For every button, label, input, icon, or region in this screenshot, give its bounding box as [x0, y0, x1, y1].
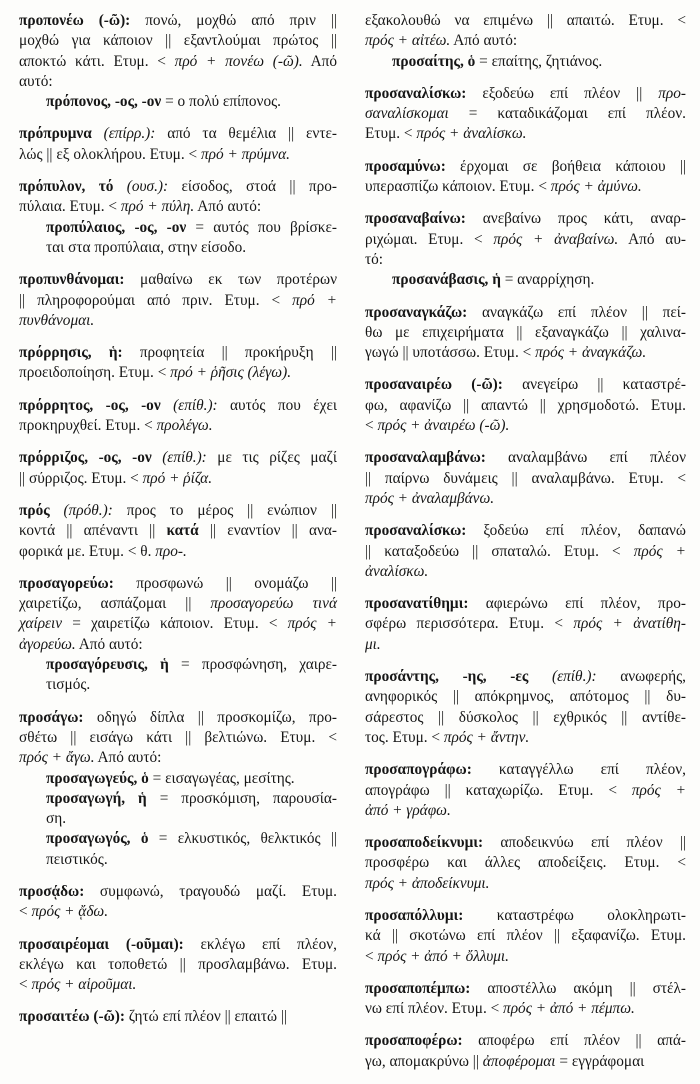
text-line: [365, 230, 686, 250]
definition-text: = εγγράφομαι: [555, 1052, 645, 1070]
italic-text: (επίθ.):: [528, 668, 597, 686]
headword: προπονέω (-ῶ):: [19, 12, 131, 29]
text-line: [365, 833, 686, 853]
definition-text: αυτός που έχει: [217, 396, 337, 414]
headword: προσαίτης, ὁ: [392, 52, 476, 70]
definition-text: τό:: [365, 250, 384, 268]
italic-text: προ-.: [155, 542, 187, 560]
dictionary-entry: [19, 270, 337, 331]
definition-text: = καταδικάζομαι επί πλέον.: [448, 105, 686, 123]
italic-text: πυνθάνομαι.: [19, 311, 95, 329]
dictionary-entry: [19, 882, 337, 923]
text-line: [365, 343, 686, 363]
definition-text: αναλαμβάνω επί πλέον: [485, 449, 686, 467]
text-line: [365, 801, 686, 821]
text-line: [365, 209, 686, 229]
dictionary-entry: [19, 124, 337, 165]
headword: προσανατίθημι:: [365, 595, 469, 613]
italic-text: πρός +: [287, 615, 337, 633]
definition-text: είσοδος, στοά || προ-: [168, 178, 337, 196]
text-line: [46, 850, 337, 870]
derived-entry: [19, 218, 337, 259]
definition-text: ανεγείρω || καταστρέ-: [502, 376, 686, 394]
headword: προσαποπέμπω:: [365, 979, 471, 997]
definition-text: <: [365, 417, 378, 435]
text-line: [365, 594, 686, 614]
text-line: [365, 11, 686, 31]
text-line: [365, 124, 686, 144]
text-line: [365, 177, 686, 197]
dictionary-entry: [365, 1031, 686, 1072]
italic-text: πρός + ἄγω.: [19, 749, 95, 767]
text-line: [365, 562, 686, 582]
text-line: [19, 955, 337, 975]
definition-text: ανεβαίνω προς κάτι, αναρ-: [465, 210, 686, 228]
definition-text: αναγκάζω επί πλέον || πεί-: [467, 303, 686, 321]
italic-text: (επίθ.):: [160, 396, 218, 414]
text-line: [19, 52, 337, 72]
dictionary-entry: [365, 594, 686, 655]
definition-text: = αναρρίχηση.: [500, 271, 595, 289]
definition-text: φω, αφανίζω || απαντώ || χρησμοδοτώ. Ετυμ.: [365, 396, 686, 414]
italic-text: (επίθ.):: [151, 449, 207, 467]
dictionary-entry: [365, 667, 686, 748]
text-line: [19, 31, 337, 51]
definition-text: = ο πολύ επίπονος.: [161, 93, 281, 111]
definition-text: προφητεία || προκήρυξη ||: [122, 344, 337, 362]
headword: προσαιτέω (-ῶ):: [19, 1008, 125, 1026]
dictionary-entry: [19, 501, 337, 562]
text-line: [365, 947, 686, 967]
text-line: [19, 469, 337, 489]
definition-text: αποστέλλω ακόμη || στέλ-: [470, 979, 686, 997]
text-line: [365, 250, 686, 270]
definition-text: || καταξοδεύω || σπαταλώ. Ετυμ. <: [365, 542, 634, 560]
italic-text: σαναλίσκομαι: [365, 105, 449, 123]
definition-text: Από αυτό:: [450, 32, 518, 50]
text-line: [365, 906, 686, 926]
text-line: [19, 72, 337, 92]
text-line: [365, 303, 686, 323]
text-line: [392, 52, 686, 72]
definition-text: συμφωνώ, τραγουδώ μαζί. Ετυμ.: [84, 882, 337, 900]
definition-text: εξακολουθώ να επιμένω || απαιτώ. Ετυμ. <: [365, 12, 686, 29]
definition-text: = ελκυστικός, θελκτικός ||: [148, 830, 337, 848]
definition-text: αποφέρω επί πλέον || απά-: [462, 1032, 686, 1050]
text-line: [365, 323, 686, 343]
text-line: [365, 31, 686, 51]
text-line: [19, 291, 337, 311]
text-line: [365, 614, 686, 634]
definition-text: μοχθώ για κάποιον || εξαντλούμαι πρώτος ||: [19, 32, 337, 50]
text-line: [365, 104, 686, 124]
definition-text: υπερασπίζω κάποιον. Ετυμ. <: [365, 178, 551, 196]
headword: προσαναιρέω (-ῶ):: [365, 376, 503, 394]
definition-text: προκηρυχθεί. Ετυμ. <: [19, 417, 157, 435]
definition-text: αποδεικνύω επί πλέον ||: [483, 834, 686, 852]
text-line: [19, 748, 337, 768]
text-line: [365, 416, 686, 436]
headword: προσαιρέομαι (-οῦμαι):: [19, 935, 184, 953]
definition-text: εκλέγω επί πλέον,: [183, 935, 337, 953]
text-line: [46, 655, 337, 675]
definition-text: καταστρέφω ολοκληρωτι-: [463, 906, 686, 924]
dictionary-entry: [19, 935, 337, 996]
dictionary-entry: [365, 84, 686, 145]
italic-text: πρό + ῥίζα.: [142, 469, 213, 487]
dictionary-entry: [365, 157, 686, 198]
text-line: [365, 635, 686, 655]
text-line: [19, 177, 337, 197]
text-line: [46, 829, 337, 849]
text-line: [365, 667, 686, 687]
headword: προπύλαιος, -ος, -ον: [46, 218, 187, 236]
italic-text: πρό + πρύμνα.: [200, 145, 290, 163]
text-line: [365, 853, 686, 873]
text-line: [392, 270, 686, 290]
dictionary-entry: [365, 11, 686, 72]
text-line: [365, 708, 686, 728]
definition-text: <: [365, 947, 378, 965]
headword: πρόρρησις, ἡ:: [19, 344, 123, 362]
text-line: [19, 343, 337, 363]
text-line: [365, 781, 686, 801]
definition-text: Από αυτό:: [94, 749, 162, 767]
derived-entry: [365, 52, 686, 72]
italic-text: πρός + ἀναλίσκω.: [416, 125, 527, 143]
dictionary-entry: [19, 574, 337, 696]
italic-text: πρός + αἱροῦμαι.: [31, 976, 137, 994]
definition-text: τισμός.: [46, 676, 91, 694]
text-line: [46, 675, 337, 695]
text-line: [19, 975, 337, 995]
text-line: [19, 708, 337, 728]
derived-entry: [19, 829, 337, 870]
definition-text: λώς || εξ ολοκλήρου. Ετυμ. <: [19, 145, 201, 163]
headword: πρόπονος, -ος, -ον: [46, 93, 162, 111]
text-line: [19, 594, 337, 614]
definition-text: = αυτός που βρίσκε-: [186, 218, 337, 236]
definition-text: ση.: [46, 810, 67, 828]
text-line: [19, 448, 337, 468]
definition-text: <: [19, 903, 32, 921]
definition-text: χαιρετίζω, ασπάζομαι ||: [19, 595, 211, 613]
text-line: [365, 521, 686, 541]
definition-text: = προσκόμιση, παρουσία-: [146, 789, 337, 807]
italic-text: πρός + ἀποδείκνυμι.: [365, 874, 490, 892]
italic-text: πρός +: [631, 781, 686, 799]
headword: προσαπόλλυμι:: [365, 906, 464, 924]
definition-text: = εισαγωγέας, μεσίτης.: [148, 769, 295, 787]
text-line: [365, 728, 686, 748]
italic-text: πρός + ἀναγκάζω.: [535, 344, 647, 362]
italic-text: πρό + πονέω (-ῶ).: [174, 52, 303, 70]
definition-text: φορικά με. Ετυμ. < θ.: [19, 542, 156, 560]
definition-text: σφέρω περισσότερα. Ετυμ. <: [365, 615, 574, 633]
dictionary-entry: [365, 448, 686, 509]
text-line: [365, 157, 686, 177]
text-line: [365, 489, 686, 509]
text-line: [365, 448, 686, 468]
dictionary-entry: [365, 521, 686, 582]
italic-text: (ουσ.):: [113, 178, 169, 196]
definition-text: || εναντίον || ανα-: [198, 522, 338, 540]
definition-text: μαθαίνω εκ των προτέρων: [124, 271, 337, 289]
headword: πρόρριζος, -ος, -ον: [19, 449, 152, 467]
dictionary-entry: [19, 396, 337, 437]
headword: πρόπυλον, τό: [19, 178, 114, 196]
text-line: [365, 542, 686, 562]
derived-entry: [365, 270, 686, 290]
text-line: [365, 926, 686, 946]
text-line: [19, 197, 337, 217]
headword: προσάγω:: [19, 708, 84, 726]
italic-text: ἀπό + γράφω.: [365, 801, 451, 819]
italic-text: προσαγορεύω τινά: [210, 595, 337, 613]
definition-text: προσφέρω και άλλες αποδείξεις. Ετυμ. <: [365, 854, 686, 872]
dictionary-entry: [365, 979, 686, 1020]
definition-text: σάρεστος || δύσκολος || εχθρικός || αντίθε-: [365, 708, 686, 726]
definition-text: ριχώμαι. Ετυμ. <: [365, 230, 494, 248]
text-line: [46, 809, 337, 829]
italic-text: ἀγορεύω.: [19, 635, 76, 653]
italic-text: (πρόθ.):: [49, 501, 113, 519]
definition-text: = χαιρετίζω κάποιον. Ετυμ. <: [62, 615, 288, 633]
right-column: [365, 11, 686, 1084]
definition-text: αφιερώνω επί πλέον, προ-: [468, 595, 686, 613]
text-line: [19, 542, 337, 562]
definition-text: εξοδεύω επί πλέον ||: [466, 84, 659, 102]
definition-text: με τις ρίζες μαζί: [206, 449, 337, 467]
italic-text: ἀναλίσκω.: [365, 562, 429, 580]
text-line: [19, 416, 337, 436]
definition-text: Ετυμ. <: [365, 125, 417, 143]
definition-text: πειστικός.: [46, 850, 108, 868]
headword: προσαναγκάζω:: [365, 303, 468, 321]
italic-text: προ-: [658, 84, 686, 102]
text-line: [19, 521, 337, 541]
definition-text: θω με επιχειρήματα || εξαναγκάζω || χαλινα-: [365, 323, 686, 341]
italic-text: πρό + ῥῆσις (λέγω).: [170, 364, 292, 382]
definition-text: Από αυτό:: [194, 198, 262, 216]
definition-text: έρχομαι σε βοήθεια κάποιου ||: [445, 157, 686, 175]
definition-text: καταγγέλλω επί πλέον,: [471, 761, 686, 779]
italic-text: πρός + ἀμύνω.: [550, 178, 642, 196]
italic-text: χαίρειν: [19, 615, 63, 633]
text-line: [365, 979, 686, 999]
dictionary-entry: [365, 833, 686, 894]
headword: προσαγωγή, ἡ: [46, 789, 147, 807]
definition-text: πύλαια. Ετυμ. <: [19, 198, 121, 216]
definition-text: κοντά || απέναντι ||: [19, 522, 167, 540]
headword: πρόρρητος, -ος, -ον: [19, 396, 161, 414]
text-line: [365, 999, 686, 1019]
dictionary-entry: [19, 1007, 337, 1027]
definition-text: ανωφερής,: [596, 668, 687, 686]
text-line: [19, 614, 337, 634]
headword: προσανάβασις, ἡ: [392, 271, 501, 289]
definition-text: || παίρνω δυνάμεις || αναλαμβάνω. Ετυμ. <: [365, 469, 686, 487]
text-line: [46, 769, 337, 789]
definition-text: νω επί πλέον. Ετυμ. <: [365, 1000, 504, 1018]
dictionary-entry: [365, 375, 686, 436]
derived-entry: [19, 655, 337, 696]
italic-text: ἀποφέρομαι: [482, 1052, 556, 1070]
headword: προσαγορεύω:: [19, 574, 114, 592]
headword: προσαναλαμβάνω:: [365, 449, 486, 467]
dictionary-entry: [19, 11, 337, 112]
headword: κατά: [166, 522, 199, 540]
text-line: [19, 635, 337, 655]
text-line: [19, 1007, 337, 1027]
definition-text: προσφωνώ || ονομάζω ||: [113, 574, 337, 592]
text-line: [19, 396, 337, 416]
text-line: [365, 874, 686, 894]
italic-text: πρός + ἄντην.: [443, 728, 530, 746]
definition-text: οδηγώ δίπλα || προσκομίζω, προ-: [83, 708, 337, 726]
definition-text: πονώ, μοχθώ από πριν ||: [130, 12, 337, 29]
definition-text: κά || σκοτώνω επί πλέον || εξαφανίζω. Ετυμ.: [365, 927, 686, 945]
text-line: [19, 501, 337, 521]
definition-text: Από αυτό:: [75, 635, 143, 653]
italic-text: πρός + ἀναβαίνω.: [493, 230, 619, 248]
headword: προσαναβαίνω:: [365, 210, 466, 228]
italic-text: πρός + ἀναιρέω (-ῶ).: [377, 417, 510, 435]
dictionary-entry: [365, 209, 686, 290]
text-line: [46, 789, 337, 809]
text-line: [365, 84, 686, 104]
definition-text: Από αυ-: [618, 230, 686, 248]
headword: πρόπρυμνα: [19, 125, 92, 143]
left-column: [19, 11, 337, 1040]
definition-text: = επαίτης, ζητιάνος.: [475, 52, 603, 70]
text-line: [19, 882, 337, 902]
definition-text: = προσφώνηση, χαιρε-: [168, 656, 338, 674]
headword: προσαποφέρω:: [365, 1032, 463, 1050]
text-line: [19, 574, 337, 594]
italic-text: μι.: [365, 635, 381, 653]
text-line: [19, 124, 337, 144]
headword: πρός: [19, 501, 50, 519]
definition-text: || σύρριζος. Ετυμ. <: [19, 469, 143, 487]
dictionary-entry: [365, 303, 686, 364]
definition-text: εκλέγω και τοποθετώ || προσλαμβάνω. Ετυμ.: [19, 955, 337, 973]
headword: προπυνθάνομαι:: [19, 271, 125, 289]
italic-text: πρός +: [633, 542, 686, 560]
text-line: [365, 396, 686, 416]
dictionary-entry: [365, 906, 686, 967]
italic-text: πρός + ἀπό + ὄλλυμι.: [377, 947, 510, 965]
text-line: [19, 363, 337, 383]
definition-text: ανηφορικός || απόκρημνος, απότομος || δυ-: [365, 688, 686, 706]
text-line: [365, 760, 686, 780]
italic-text: πρός + ἀνατίθη-: [573, 615, 686, 633]
dictionary-entry: [365, 760, 686, 821]
definition-text: ζητώ επί πλέον || επαιτώ ||: [124, 1008, 287, 1026]
definition-text: τος. Ετυμ. <: [365, 728, 444, 746]
headword: προσάντης, -ης, -ες: [365, 668, 529, 686]
headword: προσαγωγεύς, ὁ: [46, 769, 149, 787]
dictionary-entry: [19, 343, 337, 384]
text-line: [365, 687, 686, 707]
italic-text: πρός + αἰτέω.: [365, 32, 451, 50]
derived-entry: [19, 92, 337, 112]
definition-text: ται στα προπύλαια, στην είσοδο.: [46, 238, 247, 256]
derived-entry: [19, 789, 337, 830]
dictionary-entry: [19, 177, 337, 258]
text-line: [19, 902, 337, 922]
headword: προσαναλίσκω:: [365, 84, 467, 102]
italic-text: πρός + ἀναλαμβάνω.: [365, 489, 495, 507]
text-line: [19, 145, 337, 165]
definition-text: || πληροφορούμαι από πριν. Ετυμ. <: [19, 291, 293, 309]
text-line: [365, 469, 686, 489]
headword: προσαναλίσκω:: [365, 522, 467, 540]
italic-text: προλέγω.: [156, 417, 213, 435]
headword: προσαγωγός, ὁ: [46, 830, 149, 848]
definition-text: σθέτω || εισάγω κάτι || βελτιώνω. Ετυμ. <: [19, 728, 337, 746]
italic-text: πρός + ἀπό + πέμπω.: [503, 1000, 635, 1018]
definition-text: από τα θεμέλια || εντε-: [155, 125, 337, 143]
italic-text: (επίρρ.):: [91, 125, 156, 143]
text-line: [46, 238, 337, 258]
headword: προσαγόρευσις, ἡ: [46, 656, 169, 674]
definition-text: γωγώ || υποτάσσω. Ετυμ. <: [365, 344, 536, 362]
text-line: [365, 1052, 686, 1072]
definition-text: γω, απομακρύνω ||: [365, 1052, 483, 1070]
dictionary-entry: [19, 448, 337, 489]
italic-text: πρός + ᾄδω.: [31, 903, 109, 921]
headword: προσαμύνω:: [365, 157, 446, 175]
text-line: [19, 935, 337, 955]
derived-entry: [19, 769, 337, 789]
definition-text: απογράφω || καταχωρίζω. Ετυμ. <: [365, 781, 632, 799]
text-line: [46, 92, 337, 112]
text-line: [19, 728, 337, 748]
headword: προσαπογράφω:: [365, 761, 472, 779]
text-line: [19, 311, 337, 331]
dictionary-entry: [19, 708, 337, 870]
definition-text: προειδοποίηση. Ετυμ. <: [19, 364, 171, 382]
definition-text: αυτό:: [19, 72, 53, 90]
definition-text: ξοδεύω επί πλέον, δαπανώ: [466, 522, 686, 540]
italic-text: πρό +: [292, 291, 337, 309]
headword: προσᾴδω:: [19, 882, 85, 900]
text-line: [19, 11, 337, 31]
headword: προσαποδείκνυμι:: [365, 834, 484, 852]
definition-text: <: [19, 976, 32, 994]
definition-text: αποκτώ κάτι. Ετυμ. <: [19, 52, 175, 70]
text-line: [46, 218, 337, 238]
text-line: [19, 270, 337, 290]
definition-text: προς το μέρος || ενώπιον ||: [112, 501, 337, 519]
definition-text: Από: [302, 52, 337, 70]
text-line: [365, 375, 686, 395]
italic-text: πρό + πύλη.: [120, 198, 195, 216]
text-line: [365, 1031, 686, 1051]
